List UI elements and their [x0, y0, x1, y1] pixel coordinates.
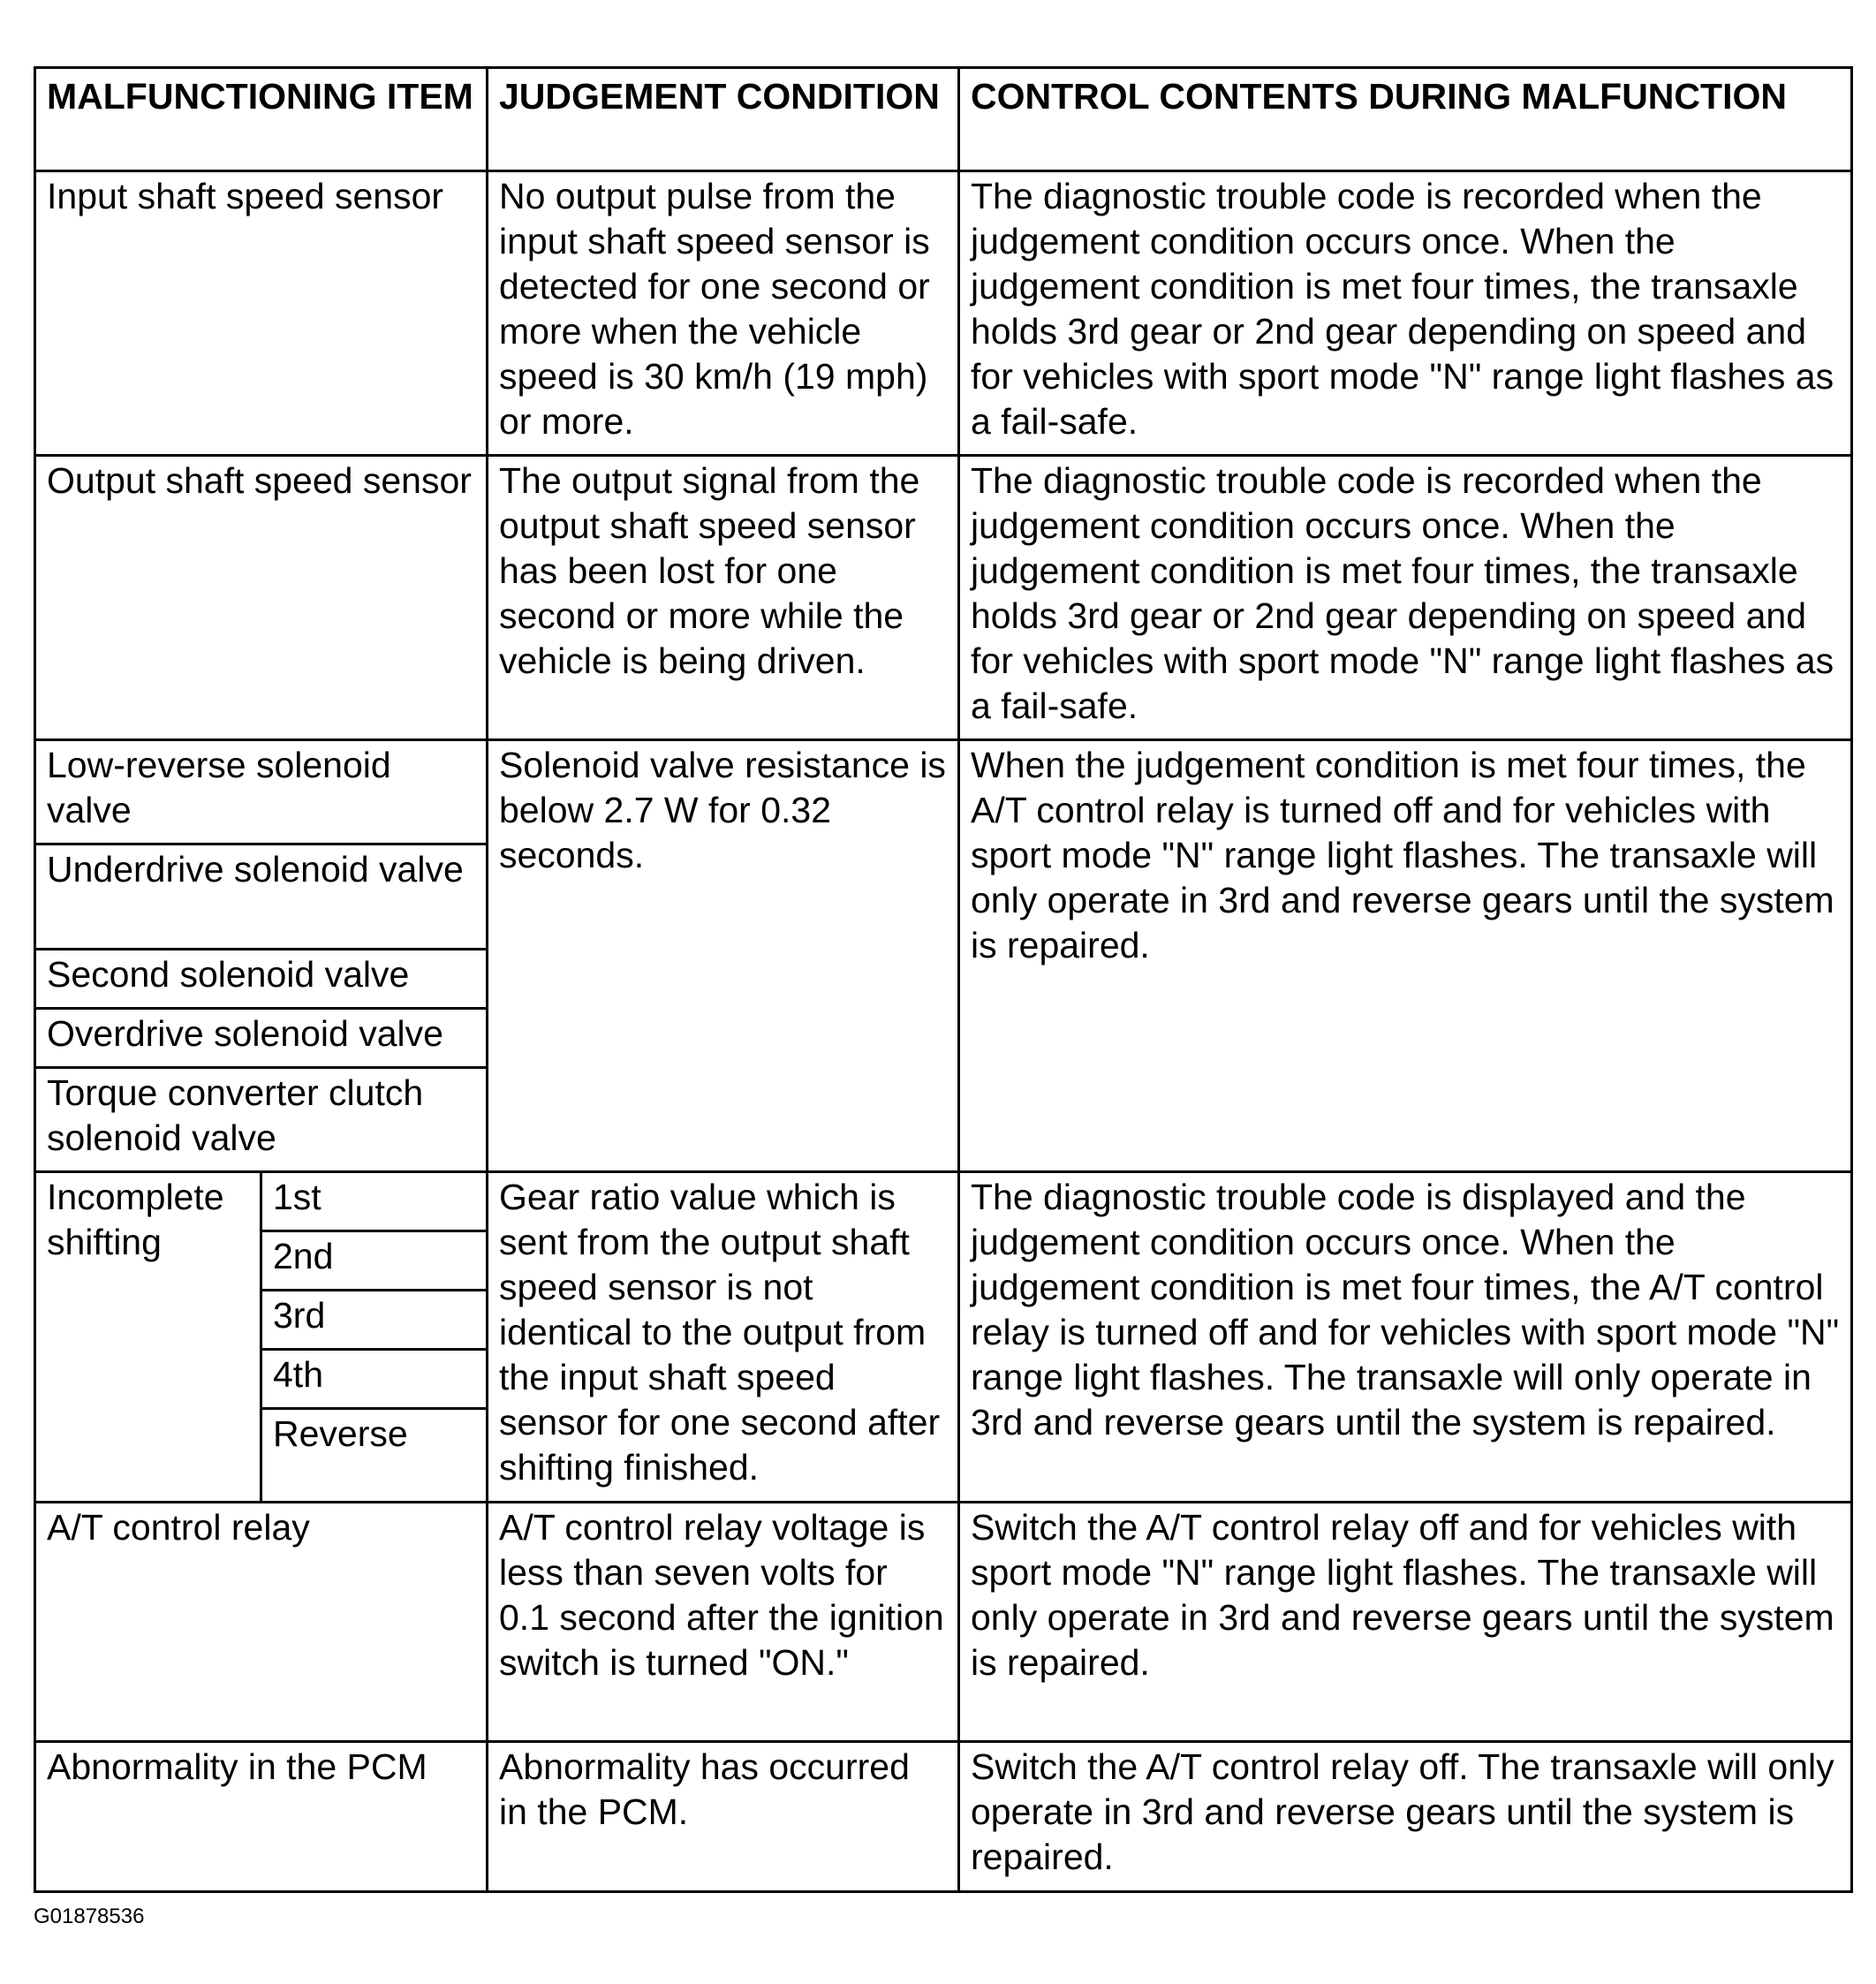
condition-cell: Abnormality has occurred in the PCM.	[488, 1742, 959, 1892]
figure-id: G01878536	[34, 1904, 145, 1928]
item-cell: Underdrive solenoid valve	[35, 844, 488, 950]
table-row	[35, 740, 1852, 844]
gear-cell: 4th	[261, 1350, 488, 1409]
item-cell: Overdrive solenoid valve	[35, 1009, 488, 1068]
table-row	[35, 1742, 1852, 1892]
gear-cell: Reverse	[261, 1409, 488, 1503]
item-cell: A/T control relay	[35, 1503, 488, 1742]
header-control-contents: CONTROL CONTENTS DURING MALFUNCTION	[959, 68, 1852, 171]
item-cell: Second solenoid valve	[35, 950, 488, 1009]
item-cell: Output shaft speed sensor	[35, 456, 488, 740]
gear-cell: 1st	[261, 1172, 488, 1231]
control-cell: The diagnostic trouble code is displayed and the judgement condition occurs once. When the judgement condition is met four times, the A/T control relay is turned off and for vehicles with sport mode "N" range light flashes. The transaxle will only operate in 3rd and reverse gears until the system is repaired.	[959, 1172, 1852, 1503]
condition-cell: Solenoid valve resistance is below 2.7 W for 0.32 seconds.	[488, 740, 959, 1172]
item-cell: Low-reverse solenoid valve	[35, 740, 488, 844]
table-row	[35, 171, 1852, 456]
condition-cell: A/T control relay voltage is less than seven volts for 0.1 second after the ignition switch is turned "ON."	[488, 1503, 959, 1742]
control-cell: The diagnostic trouble code is recorded when the judgement condition occurs once. When the judgement condition is met four times, the transaxle holds 3rd gear or 2nd gear depending on speed and for vehicles with sport mode "N" range light flashes as a fail-safe.	[959, 171, 1852, 456]
gear-cell: 2nd	[261, 1231, 488, 1291]
table-row	[35, 456, 1852, 740]
malfunction-table	[34, 66, 1853, 1893]
control-cell: Switch the A/T control relay off and for vehicles with sport mode "N" range light flashes. The transaxle will only operate in 3rd and reverse gears until the system is repaired.	[959, 1503, 1852, 1742]
item-cell: Incomplete shifting	[35, 1172, 261, 1503]
condition-cell: The output signal from the output shaft speed sensor has been lost for one second or more while the vehicle is being driven.	[488, 456, 959, 740]
item-cell: Torque converter clutch solenoid valve	[35, 1068, 488, 1172]
control-cell: Switch the A/T control relay off. The transaxle will only operate in 3rd and reverse gears until the system is repaired.	[959, 1742, 1852, 1892]
item-cell: Input shaft speed sensor	[35, 171, 488, 456]
item-cell: Abnormality in the PCM	[35, 1742, 488, 1892]
control-cell: The diagnostic trouble code is recorded when the judgement condition occurs once. When the judgement condition is met four times, the transaxle holds 3rd gear or 2nd gear depending on speed and for vehicles with sport mode "N" range light flashes as a fail-safe.	[959, 456, 1852, 740]
header-judgement-condition: JUDGEMENT CONDITION	[488, 68, 959, 171]
header-row	[35, 68, 1852, 171]
table-row	[35, 1503, 1852, 1742]
gear-cell: 3rd	[261, 1291, 488, 1350]
condition-cell: No output pulse from the input shaft speed sensor is detected for one second or more when the vehicle speed is 30 km/h (19 mph) or more.	[488, 171, 959, 456]
control-cell: When the judgement condition is met four times, the A/T control relay is turned off and for vehicles with sport mode "N" range light flashes. The transaxle will only operate in 3rd and reverse gears until the system is repaired.	[959, 740, 1852, 1172]
condition-cell: Gear ratio value which is sent from the output shaft speed sensor is not identical to the output from the input shaft speed sensor for one second after shifting finished.	[488, 1172, 959, 1503]
table-row	[35, 1172, 1852, 1231]
header-malfunctioning-item: MALFUNCTIONING ITEM	[35, 68, 488, 171]
